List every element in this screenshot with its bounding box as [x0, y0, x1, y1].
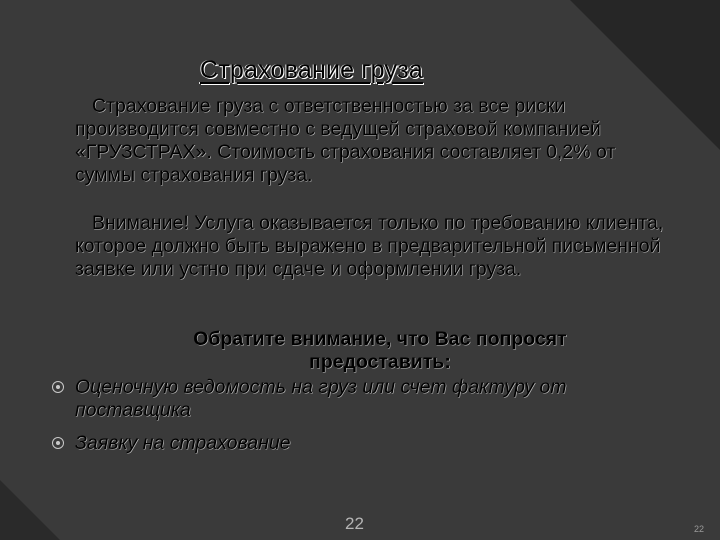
attention-paragraph: Внимание! Услуга оказывается только по требованию клиента, которое должно быть выражено в предварительной письменной заявке или устно при сдаче и оформлении груза. — [75, 212, 664, 280]
slide-title: Страхование груза — [200, 56, 423, 84]
circle-bullet-icon — [52, 437, 64, 449]
corner-decoration-bottom — [0, 480, 60, 540]
page-number-corner: 22 — [693, 524, 704, 534]
bullet-item — [40, 432, 680, 455]
bullet-text: Заявку на страхование — [75, 432, 291, 454]
circle-bullet-icon — [52, 381, 64, 393]
bullet-list — [40, 376, 680, 465]
bullet-item — [40, 376, 680, 422]
bullet-text: Оценочную ведомость на груз или счет фактуру от поставщика — [75, 376, 567, 421]
notice-heading: Обратите внимание, что Вас попросят предоставить: — [193, 328, 567, 373]
insurance-paragraph: Страхование груза с ответственностью за все риски производится совместно с ведущей страховой компанией «ГРУЗСТРАХ». Стоимость страхования составляет 0,2% от суммы страхования груза. — [75, 95, 616, 186]
page-number: 22 — [345, 514, 364, 533]
